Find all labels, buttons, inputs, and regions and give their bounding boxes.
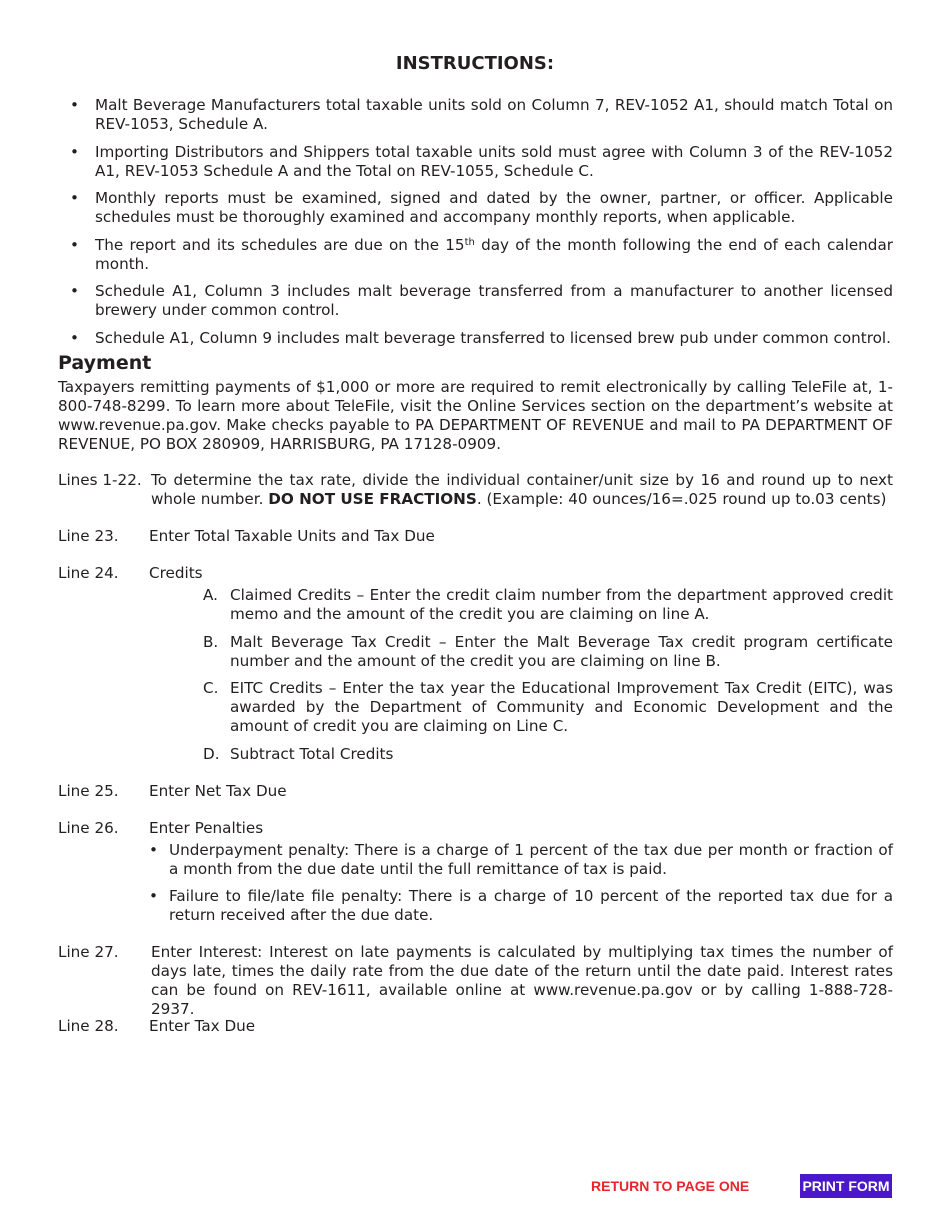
bullet-icon: • [149,887,158,905]
page-title: INSTRUCTIONS: [395,53,555,74]
credit-letter: C. [203,679,219,697]
credit-item-c [203,679,893,736]
penalty-text: Underpayment penalty: There is a charge of 1 percent of the tax due per month or fraction of a month from the due date until the full remittance of tax is paid. [169,841,893,878]
credit-letter: D. [203,745,220,763]
bullet-icon: • [70,235,79,254]
credit-text: EITC Credits – Enter the tax year the Educational Improvement Tax Credit (EITC), was awarded by the Department of Community and Economic Development and the amount of credit you are claiming on Line C. [230,679,893,735]
list-item: • The report and its schedules are due on the 15th day of the month following the end of each calendar month. [70,235,893,273]
line-label: Lines 1-22. [58,471,142,489]
credit-item-d [203,745,893,764]
line-text: To determine the tax rate, divide the individual container/unit size by 16 and round up to next whole number. DO NOT USE FRACTIONS. (Example: 40 ounces/16=.025 round up to.03 cents) [151,471,893,508]
line-1-22 [58,471,893,509]
penalty-item [149,887,893,925]
line-text: Enter Interest: Interest on late payments is calculated by multiplying tax times the number of days late, times the daily rate from the due date of the return until the date paid. Interest rates can be found on REV-1611, available online at www.revenue.pa.gov or by calling 1-888-728-2937. [151,943,893,1018]
bullet-icon: • [70,189,79,207]
list-item: • Importing Distributors and Shippers total taxable units sold must agree with Column 3 of the REV-1052 A1, REV-1053 Schedule A and the Total on REV-1055, Schedule C. [70,142,893,180]
instruction-list [58,96,893,356]
line-23-label: Line 23. [58,527,119,545]
line-26-text: Enter Penalties [149,819,264,837]
line-23-text: Enter Total Taxable Units and Tax Due [149,527,435,545]
penalty-text: Failure to file/late file penalty: There is a charge of 10 percent of the reported tax due for a return received after the due date. [169,887,893,924]
bullet-icon: • [149,841,158,859]
list-item: • Schedule A1, Column 3 includes malt beverage transferred from a manufacturer to another licensed brewery under common control. [70,282,893,319]
credit-item-b [203,633,893,671]
list-item: • Monthly reports must be examined, signed and dated by the owner, partner, or officer. Applicable schedules must be thoroughly examined and accompany monthly reports, when applicable. [70,189,893,226]
list-item: • Schedule A1, Column 9 includes malt beverage transferred to licensed brew pub under common control. [70,328,891,347]
bullet-icon: • [70,96,79,114]
bullet-icon: • [70,282,79,300]
line-28-label: Line 28. [58,1017,119,1035]
credit-text: Claimed Credits – Enter the credit claim number from the department approved credit memo and the amount of the credit you are claiming on line A. [230,586,893,623]
line-26-label: Line 26. [58,819,119,837]
credit-text: Malt Beverage Tax Credit – Enter the Malt Beverage Tax credit program certificate number and the amount of the credit you are claiming on line B. [230,633,893,670]
line-28-text: Enter Tax Due [149,1017,256,1035]
penalty-item [149,841,893,879]
line-25-label: Line 25. [58,782,119,800]
line-label: Line 27. [58,943,119,961]
list-item: • Malt Beverage Manufacturers total taxable units sold on Column 7, REV-1052 A1, should match Total on REV-1053, Schedule A. [70,96,893,133]
line-27 [58,943,893,1019]
credit-letter: B. [203,633,219,651]
return-to-page-one-button[interactable]: RETURN TO PAGE ONE [591,1178,750,1194]
payment-heading: Payment [58,352,152,374]
line-24-text: Credits [149,564,203,582]
print-form-button[interactable]: PRINT FORM [800,1174,892,1198]
line-25-text: Enter Net Tax Due [149,782,287,800]
credit-text: Subtract Total Credits [230,745,394,763]
bullet-icon: • [70,328,79,347]
credit-item-a [203,586,893,624]
credit-letter: A. [203,586,218,604]
line-24-label: Line 24. [58,564,119,582]
bullet-icon: • [70,142,79,161]
payment-text: Taxpayers remitting payments of $1,000 or more are required to remit electronically by calling TeleFile at, 1-800-748-8299. To learn more about TeleFile, visit the Online Services section on the department’s website at www.revenue.pa.gov. Make checks payable to PA DEPARTMENT OF REVENUE and mail to PA DEPARTMENT OF REVENUE, PO BOX 280909, HARRISBURG, PA 17128-0909. [58,378,893,453]
